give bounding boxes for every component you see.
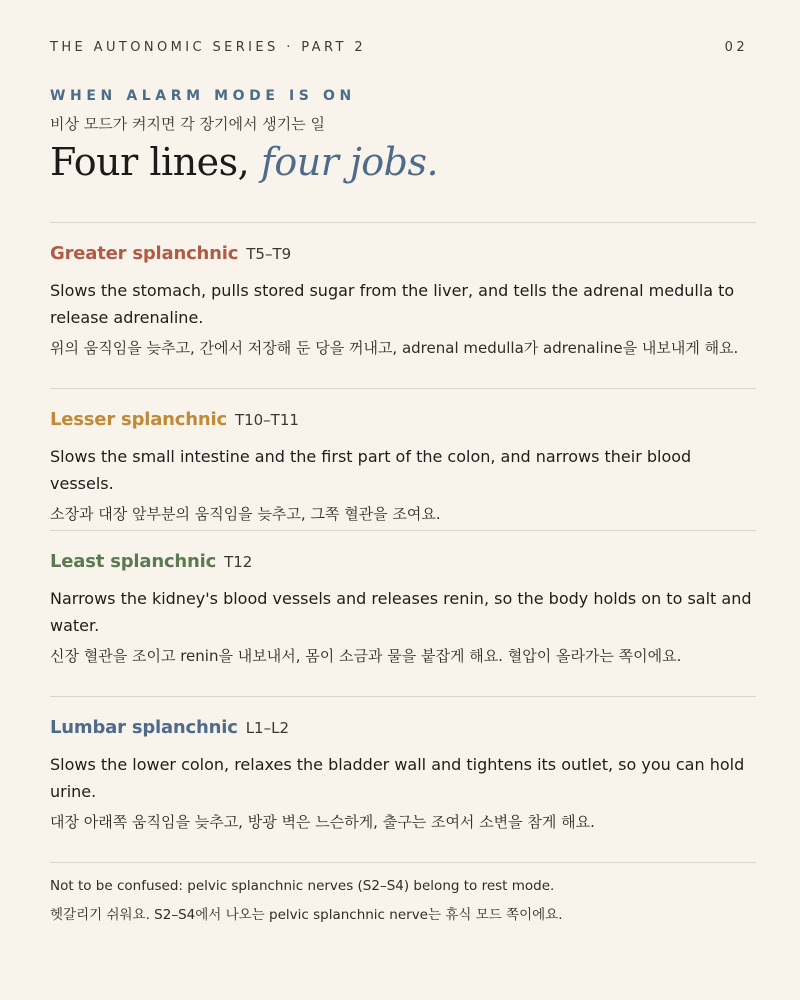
nerve-name: Lumbar splanchnic [50, 717, 238, 738]
nerve-description-ko: 소장과 대장 앞부분의 움직임을 늦추고, 그쪽 혈관을 조여요. [50, 505, 441, 523]
divider [50, 222, 756, 223]
divider [50, 530, 756, 531]
divider [50, 696, 756, 697]
footnote: Not to be confused: pelvic splanchnic nerves (S2–S4) belong to rest mode. [50, 878, 555, 894]
spinal-level: T5–T9 [246, 245, 292, 263]
nerve-section-least [50, 551, 756, 670]
nerve-description-en: Slows the lower colon, relaxes the bladder wall and tightens its outlet, so you can hold urine. [50, 755, 745, 801]
footnote-korean: 헷갈리기 쉬워요. S2–S4에서 나오는 pelvic splanchnic nerve는 휴식 모드 쪽이에요. [50, 907, 563, 923]
nerve-name: Least splanchnic [50, 551, 217, 572]
section-kicker: WHEN ALARM MODE IS ON [50, 88, 356, 104]
nerve-heading [50, 243, 756, 269]
page-title-accent: four jobs. [260, 140, 439, 184]
page-title-plain: Four lines, [50, 140, 261, 184]
nerve-description-ko: 신장 혈관을 조이고 renin을 내보내서, 몸이 소금과 물을 붙잡게 해요. 혈압이 올라가는 쪽이에요. [50, 647, 682, 665]
nerve-heading [50, 551, 756, 577]
top-bar [50, 40, 756, 58]
nerve-description-en: Slows the small intestine and the first part of the colon, and narrows their blood vessels. [50, 447, 692, 493]
nerve-section-greater [50, 243, 756, 362]
nerve-description-ko: 위의 움직임을 늦추고, 간에서 저장해 둔 당을 꺼내고, adrenal medulla가 adrenaline을 내보내게 해요. [50, 339, 739, 357]
page-number: 02 [724, 40, 748, 55]
section-kicker-korean: 비상 모드가 켜지면 각 장기에서 생기는 일 [50, 115, 325, 133]
nerve-section-lesser [50, 409, 756, 528]
spinal-level: T10–T11 [234, 411, 299, 429]
spinal-level: L1–L2 [245, 719, 289, 737]
nerve-description-ko: 대장 아래쪽 움직임을 늦추고, 방광 벽은 느슨하게, 출구는 조여서 소변을 참게 해요. [50, 813, 595, 831]
nerve-description-en: Narrows the kidney's blood vessels and releases renin, so the body holds on to salt and water. [50, 589, 752, 635]
divider [50, 862, 756, 863]
nerve-heading [50, 409, 756, 435]
nerve-section-lumbar [50, 717, 756, 836]
page [50, 0, 756, 1000]
nerve-heading [50, 717, 756, 743]
series-label: THE AUTONOMIC SERIES · PART 2 [50, 40, 366, 55]
divider [50, 388, 756, 389]
spinal-level: T12 [224, 553, 253, 571]
nerve-name: Greater splanchnic [50, 243, 239, 264]
nerve-name: Lesser splanchnic [50, 409, 227, 430]
nerve-description-en: Slows the stomach, pulls stored sugar from the liver, and tells the adrenal medulla to release adrenaline. [50, 281, 735, 327]
page-title [50, 140, 438, 184]
